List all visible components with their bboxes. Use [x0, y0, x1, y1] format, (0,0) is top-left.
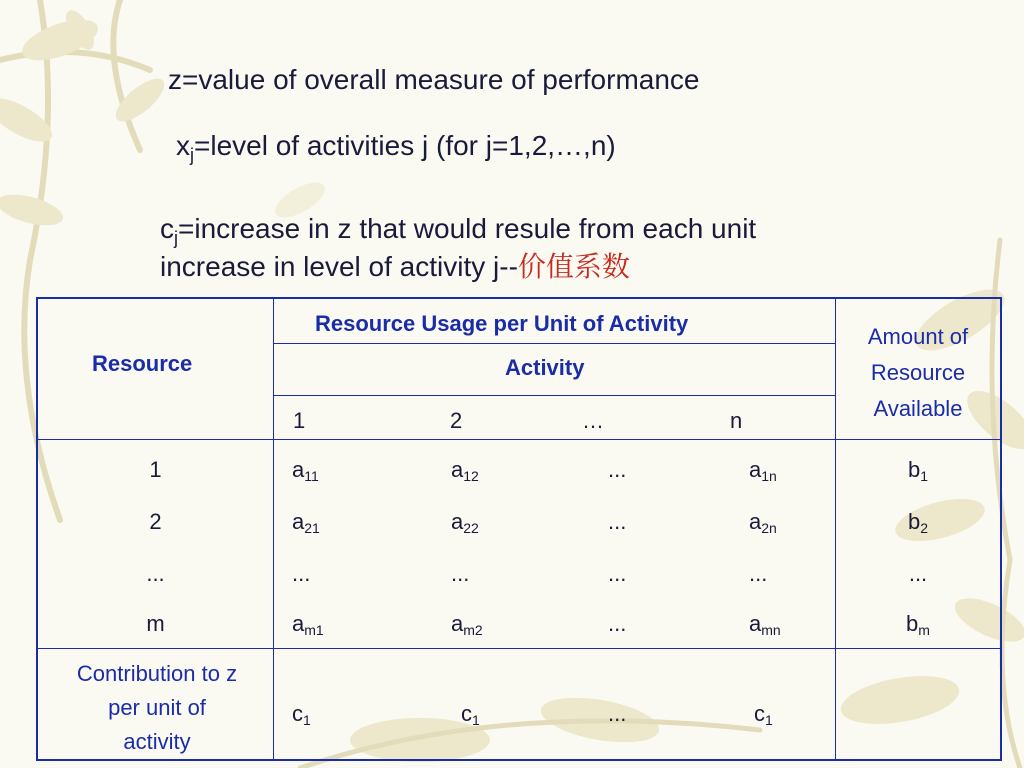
- coefficient-cell-main: a: [749, 509, 762, 534]
- coefficient-cell: [749, 509, 777, 535]
- resource-index: [38, 457, 273, 483]
- coefficient-cell: [292, 457, 319, 483]
- resource-index-main: ...: [146, 561, 165, 586]
- resource-index-main: 2: [149, 509, 162, 534]
- var-x-subscript: j: [190, 145, 194, 165]
- coefficient-cell-main: a: [451, 457, 464, 482]
- coefficient-cell-main: ...: [451, 561, 470, 586]
- resource-amount: [838, 561, 998, 587]
- table-divider: [273, 299, 274, 759]
- contribution-cell-main: c: [292, 701, 303, 726]
- coefficient-cell-subscript: m1: [304, 622, 324, 638]
- activity-index-n: n: [730, 408, 743, 433]
- resource-amount-subscript: m: [918, 622, 930, 638]
- coefficient-cell-subscript: m2: [463, 622, 483, 638]
- table-divider: [835, 299, 836, 759]
- resource-amount-main: ...: [908, 561, 928, 586]
- coefficient-cell-main: ...: [608, 509, 627, 534]
- coefficient-cell-subscript: mn: [761, 622, 781, 638]
- coefficient-cell-main: ...: [292, 561, 311, 586]
- coefficient-cell-subscript: 21: [304, 520, 320, 536]
- coefficient-cell-main: a: [749, 611, 762, 636]
- resource-amount-subscript: 2: [920, 520, 929, 536]
- coefficient-cell: [608, 457, 626, 483]
- var-c: c: [160, 213, 174, 244]
- resource-amount-main: b: [907, 457, 921, 482]
- contribution-cell-subscript: 1: [303, 712, 311, 728]
- definition-c-text1: =increase in z that would resule from each unit: [178, 213, 757, 244]
- activity-index-2: 2: [450, 408, 463, 433]
- coefficient-cell: [451, 611, 483, 637]
- coefficient-cell: [451, 561, 469, 587]
- coefficient-cell-subscript: 1n: [761, 468, 777, 484]
- var-c-subscript: j: [174, 228, 178, 248]
- coefficient-cell-main: a: [451, 509, 464, 534]
- contribution-cell: [754, 701, 773, 727]
- header-amount-line: Resource: [870, 360, 966, 385]
- activity-index-ellipsis: …: [582, 408, 604, 433]
- coefficient-cell-main: a: [292, 509, 305, 534]
- table-divider: [38, 648, 1000, 649]
- resource-index: [38, 611, 273, 637]
- resource-index: [38, 509, 273, 535]
- header-resource: Resource: [92, 351, 193, 376]
- definition-x-text: =level of activities j (for j=1,2,…,n): [194, 130, 616, 161]
- contribution-cell-subscript: 1: [472, 712, 480, 728]
- coefficient-cell-main: a: [749, 457, 762, 482]
- contribution-cell-main: ...: [608, 701, 627, 726]
- contribution-cell-main: c: [461, 701, 472, 726]
- definition-z: z=value of overall measure of performance: [168, 64, 700, 95]
- coefficient-cell: [608, 561, 626, 587]
- coefficient-cell: [749, 561, 767, 587]
- var-x: x: [176, 130, 190, 161]
- coefficient-cell: [749, 611, 781, 637]
- coefficient-cell-main: ...: [608, 611, 627, 636]
- resource-amount: [838, 509, 998, 535]
- coefficient-cell: [608, 509, 626, 535]
- contribution-cell-main: c: [754, 701, 765, 726]
- coefficient-cell: [608, 611, 626, 637]
- contribution-label: [44, 657, 270, 759]
- resource-index-main: m: [146, 611, 165, 636]
- coefficient-cell-subscript: 22: [463, 520, 479, 536]
- coefficient-cell: [292, 611, 324, 637]
- coefficient-cell: [292, 509, 320, 535]
- lp-model-table: [36, 297, 1002, 761]
- resource-amount: [838, 611, 998, 637]
- coefficient-cell: [451, 457, 479, 483]
- contribution-cell-subscript: 1: [765, 712, 773, 728]
- coefficient-cell-main: a: [292, 457, 305, 482]
- value-coefficient-label: 价值系数: [517, 251, 630, 282]
- resource-amount-main: b: [906, 611, 919, 636]
- activity-index-1: 1: [293, 408, 306, 433]
- coefficient-cell: [749, 457, 777, 483]
- definition-c: [160, 210, 756, 286]
- definition-x: [176, 130, 616, 165]
- contribution-label-line: per unit of: [108, 695, 206, 720]
- coefficient-cell-subscript: 11: [304, 468, 319, 484]
- coefficient-cell-main: a: [292, 611, 305, 636]
- contribution-label-line: Contribution to z: [76, 661, 238, 686]
- table-divider: [38, 439, 1000, 440]
- header-activity: Activity: [505, 355, 585, 380]
- table-divider: [273, 395, 835, 396]
- resource-index: [38, 561, 273, 587]
- definition-c-line2: [160, 248, 756, 286]
- resource-amount-subscript: 1: [920, 468, 929, 484]
- header-amount-line: Amount of: [867, 324, 969, 349]
- coefficient-cell-main: a: [451, 611, 464, 636]
- coefficient-cell: [292, 561, 310, 587]
- coefficient-cell-main: ...: [608, 561, 627, 586]
- contribution-label-line: activity: [123, 729, 191, 754]
- header-resource-usage: Resource Usage per Unit of Activity: [315, 311, 689, 336]
- contribution-cell: [292, 701, 311, 727]
- coefficient-cell-subscript: 12: [463, 468, 479, 484]
- definition-c-text2: increase in level of activity j--: [160, 251, 518, 282]
- header-amount-available: [840, 319, 996, 427]
- coefficient-cell: [451, 509, 479, 535]
- coefficient-cell-main: ...: [608, 457, 627, 482]
- resource-amount-main: b: [907, 509, 921, 534]
- coefficient-cell-main: ...: [749, 561, 768, 586]
- header-amount-line: Available: [873, 396, 963, 421]
- contribution-cell: [608, 701, 626, 727]
- resource-index-main: 1: [149, 457, 162, 482]
- definition-c-line1: [160, 210, 756, 248]
- table-divider: [273, 343, 835, 344]
- coefficient-cell-subscript: 2n: [761, 520, 777, 536]
- resource-amount: [838, 457, 998, 483]
- contribution-cell: [461, 701, 480, 727]
